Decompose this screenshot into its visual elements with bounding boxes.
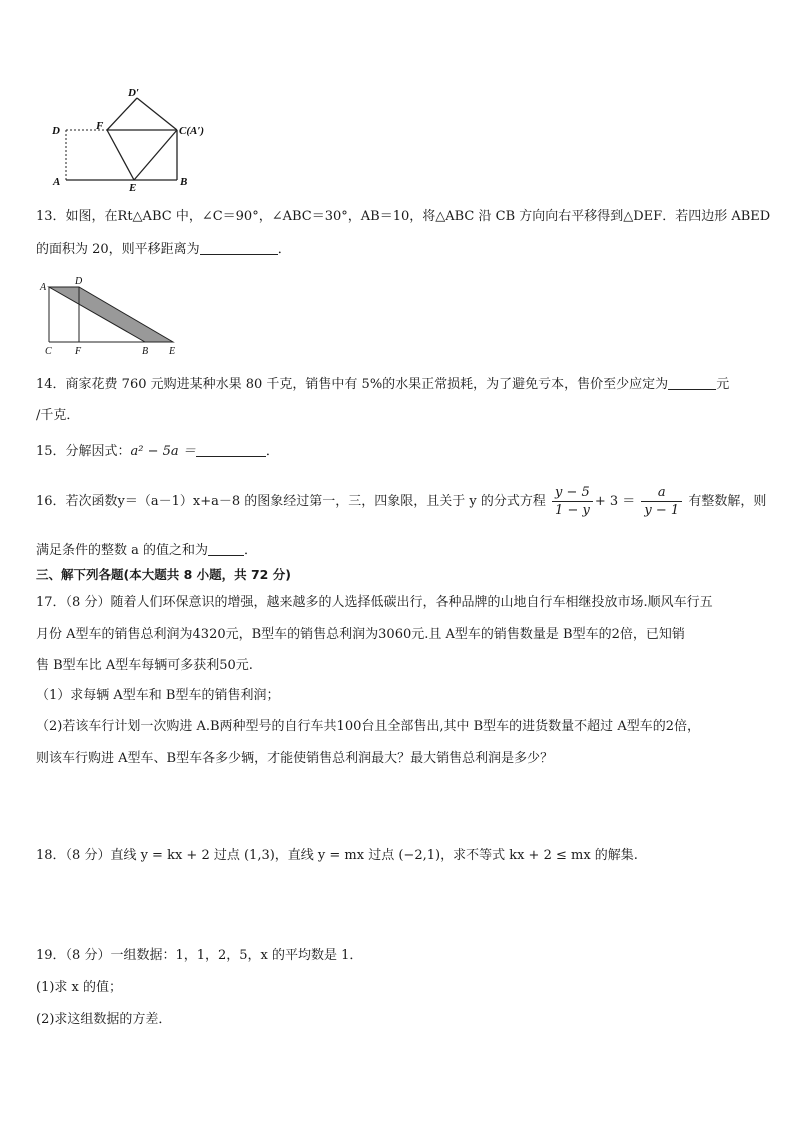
q17-line1: 17．（8 分）随着人们环保意识的增强，越来越多的人选择低碳出行，各种品牌的山地自行车相继投放市场.顺风车行五 bbox=[36, 595, 713, 610]
dotted-rectangle-dabe bbox=[66, 130, 107, 180]
label-c-a-prime: C(A′) bbox=[179, 125, 205, 137]
q15-text: 15．分解因式： bbox=[36, 444, 131, 459]
q15-line bbox=[36, 442, 279, 461]
label-d: D bbox=[75, 276, 83, 287]
label-e: E bbox=[169, 346, 176, 357]
q18-line: 18．（8 分）直线 y = kx + 2 过点 (1,3)，直线 y = mx 过点 (−2,1)，求不等式 kx + 2 ≤ mx 的解集. bbox=[36, 848, 638, 863]
q13-line2-text: 的面积为 20，则平移距离为 bbox=[36, 242, 200, 257]
q16-line2-end: ． bbox=[244, 543, 258, 558]
label-c: C bbox=[45, 346, 52, 357]
label-a: A bbox=[40, 282, 47, 293]
q16-line1 bbox=[36, 482, 766, 522]
q13-answer-blank[interactable] bbox=[200, 240, 278, 255]
q16-fraction-2-numerator: a bbox=[641, 484, 682, 502]
q17-line2: 月份 A型车的销售总利润为4320元，B型车的销售总利润为3060元.且 A型车的销售数量是 B型车的2倍，已知销 bbox=[36, 627, 685, 642]
label-a: A bbox=[53, 176, 61, 188]
label-b: B bbox=[180, 176, 188, 188]
q15-expression: a² − 5a ＝ bbox=[130, 444, 196, 459]
q19-part2: (2)求这组数据的方差． bbox=[36, 1012, 172, 1027]
q16-equation-mid: + 3 ＝ bbox=[594, 494, 636, 509]
figure-triangle-translation bbox=[36, 276, 186, 358]
q16-answer-blank[interactable] bbox=[208, 541, 244, 556]
q16-text-end: 有整数解，则 bbox=[688, 494, 767, 509]
label-e: E bbox=[129, 182, 137, 194]
solid-lines bbox=[66, 98, 177, 180]
q17-part1: （1）求每辆 A型车和 B型车的销售利润； bbox=[36, 688, 280, 703]
q19-part1: (1)求 x 的值； bbox=[36, 980, 123, 995]
label-d: D bbox=[52, 125, 60, 137]
q16-line2 bbox=[36, 541, 257, 560]
label-b: B bbox=[142, 346, 149, 357]
q16-fraction-2 bbox=[641, 484, 682, 519]
q17-part2-line2: 则该车行购进 A型车、B型车各多少辆，才能使销售总利润最大？最大销售总利润是多少？ bbox=[36, 751, 554, 766]
section-3-title: 三、解下列各题(本大题共 8 小题，共 72 分) bbox=[36, 567, 291, 582]
q13-line2-end: ． bbox=[277, 242, 291, 257]
label-f: F bbox=[75, 346, 82, 357]
q15-end: ． bbox=[265, 444, 279, 459]
q14-line1-text: 14．商家花费 760 元购进某种水果 80 千克，销售中有 5%的水果正常损耗，为了避免亏本，售价至少应定为 bbox=[36, 377, 669, 392]
q14-unit: 元 bbox=[716, 377, 730, 392]
q14-line2: /千克． bbox=[36, 408, 80, 423]
q19-line1: 19．（8 分）一组数据：1，1，2，5，x 的平均数是 1． bbox=[36, 948, 363, 963]
q16-fraction-2-denominator: y − 1 bbox=[644, 503, 680, 518]
q16-fraction-1 bbox=[552, 484, 593, 519]
shaded-parallelogram bbox=[49, 287, 173, 342]
label-f: F bbox=[96, 120, 104, 132]
q13-line2 bbox=[36, 240, 291, 259]
q17-part2-line1: （2)若该车行计划一次购进 A.B两种型号的自行车共100台且全部售出,其中 B型车的进货数量不超过 A型车的2倍， bbox=[36, 719, 700, 734]
q16-fraction-1-numerator: y − 5 bbox=[552, 484, 593, 502]
q13-line1: 13．如图，在Rt△ABC 中，∠C＝90°，∠ABC＝30°，AB＝10，将△ABC 沿 CB 方向向右平移得到△DEF．若四边形 ABED bbox=[36, 209, 771, 224]
figure-square-translation bbox=[40, 82, 230, 194]
q14-answer-blank[interactable] bbox=[668, 375, 716, 390]
q16-line2-text: 满足条件的整数 a 的值之和为 bbox=[36, 543, 209, 558]
q15-answer-blank[interactable] bbox=[196, 442, 266, 457]
q16-fraction-1-denominator: 1 − y bbox=[555, 503, 590, 518]
q14-line1 bbox=[36, 375, 729, 394]
q17-line3: 售 B型车比 A型车每辆可多获利50元. bbox=[36, 658, 253, 673]
label-d-prime: D′ bbox=[128, 87, 140, 99]
q16-text: 16．若次函数y＝（a－1）x+a－8 的图象经过第一，三，四象限，且关于 y 的分式方程 bbox=[36, 494, 546, 509]
